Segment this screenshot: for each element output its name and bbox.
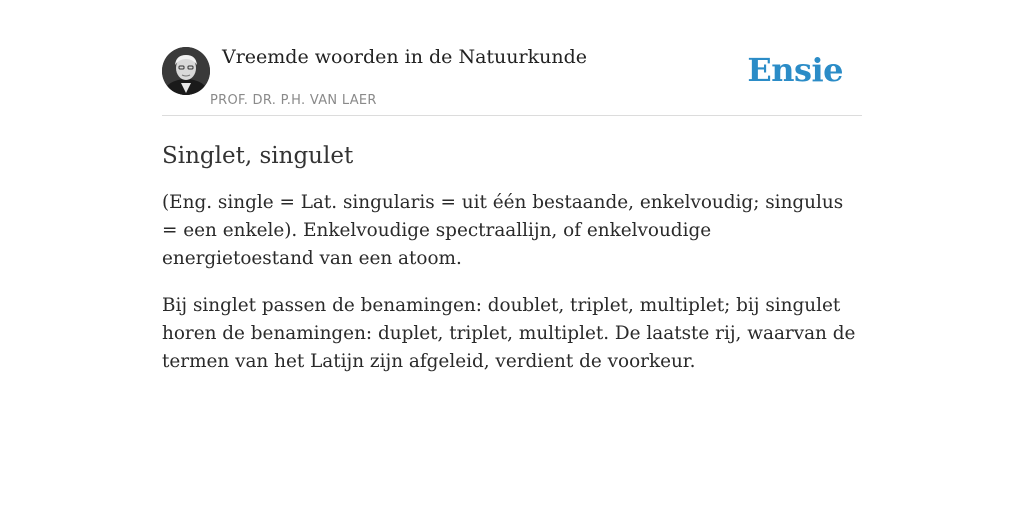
book-title-link[interactable]: Vreemde woorden in de Natuurkunde — [222, 46, 587, 68]
author-avatar[interactable] — [162, 47, 210, 95]
author-name-link[interactable]: PROF. DR. P.H. VAN LAER — [210, 93, 377, 108]
entry-title: Singlet, singulet — [162, 143, 354, 169]
entry-card — [162, 44, 862, 376]
entry-header — [162, 44, 862, 116]
ensie-logo[interactable]: Ensie — [747, 51, 843, 89]
entry-paragraph-1: (Eng. single = Lat. singularis = uit één bestaande, enkelvoudig; singulus = een enkele). Enkelvoudige spectraallijn, of enkelvoudige energietoestand van een atoom. — [162, 192, 844, 269]
entry-paragraph-2: Bij singlet passen de benamingen: doublet, triplet, multiplet; bij singulet horen de benamingen: duplet, triplet, multiplet. De laatste rij, waarvan de termen van het Latijn zijn afgeleid, verdient de voorkeur. — [162, 295, 856, 372]
author-portrait-icon — [162, 47, 210, 95]
